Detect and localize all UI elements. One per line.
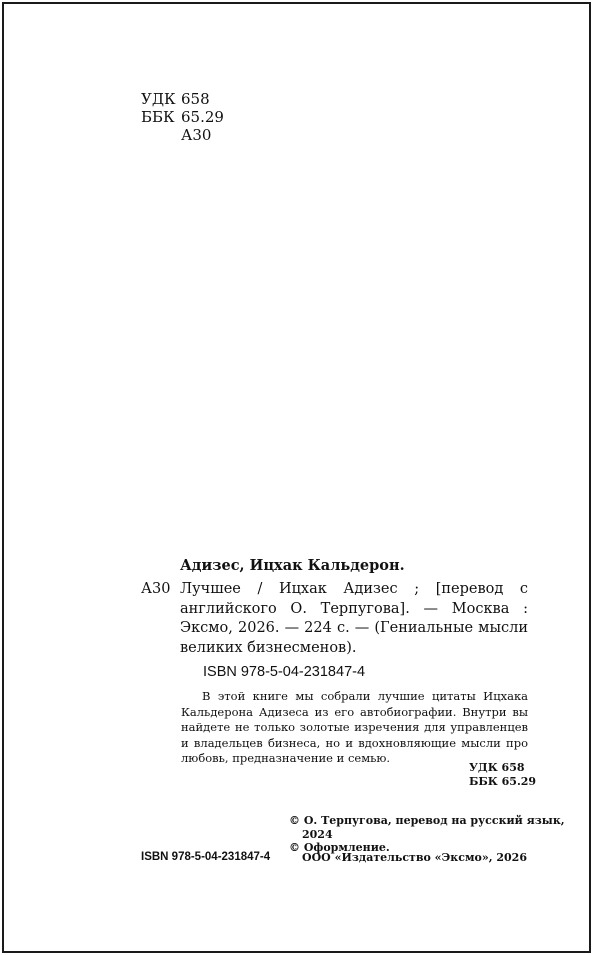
copyright-publisher: ООО «Издательство «Эксмо», 2026 <box>302 851 527 864</box>
abstract: В этой книге мы собрали лучшие цитаты Ицхака Кальдерона Адизеса из его автобиографии. Внутри вы найдете не только золотые изречения для управленцев и владельцев бизнеса, но и вдохновляющие мысли про любовь, предназначение и семью. <box>181 689 528 765</box>
author-heading: Адизес, Ицхак Кальдерон. <box>180 557 405 574</box>
bbk-bottom: ББК 65.29 <box>469 775 537 788</box>
udk-row <box>141 90 224 108</box>
copyright-design: © Оформление. <box>289 841 390 854</box>
classification-codes-bottom <box>469 761 536 789</box>
udk-value: 658 <box>181 90 210 108</box>
author-mark: А30 <box>181 126 212 144</box>
bbk-row <box>141 108 224 126</box>
udk-bottom: УДК 658 <box>469 761 525 774</box>
bbk-label: ББК <box>141 108 175 126</box>
page-frame <box>2 2 591 953</box>
copyright-translation: © О. Терпугова, перевод на русский язык, <box>289 814 565 827</box>
bib-description: Лучшее / Ицхак Адизес ; [перевод с английского О. Терпугова]. — Москва : Эксмо, 2026. — 224 с. — (Гениальные мысли великих бизнесменов). <box>180 581 528 656</box>
bib-author-mark: А30 <box>141 581 171 597</box>
udk-label: УДК <box>141 90 176 108</box>
classification-codes <box>141 90 224 144</box>
copyright-translation-year: 2024 <box>302 827 333 841</box>
author-mark-row <box>141 126 224 144</box>
bbk-value: 65.29 <box>181 108 224 126</box>
copyright-block <box>289 814 565 855</box>
isbn-main: ISBN 978-5-04-231847-4 <box>203 664 366 680</box>
isbn-small: ISBN 978-5-04-231847-4 <box>141 851 271 863</box>
